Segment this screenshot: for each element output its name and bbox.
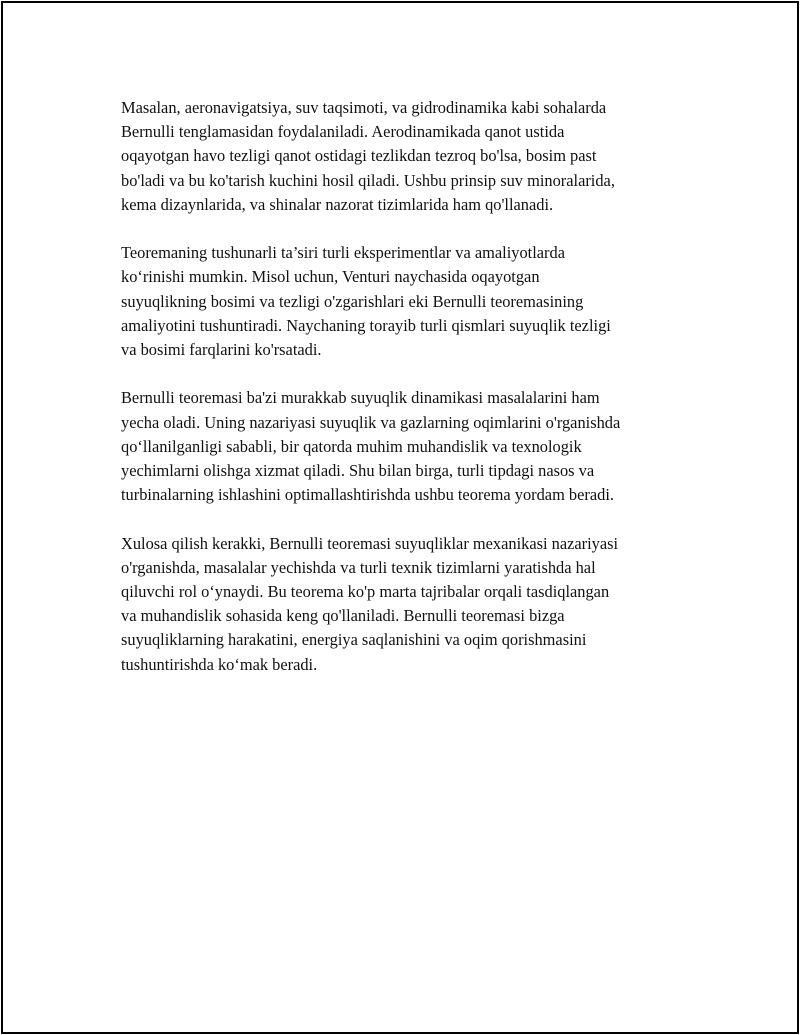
paragraph-2 bbox=[121, 241, 701, 362]
text-line: turbinalarning ishlashini optimallashtirishda ushbu teorema yordam beradi. bbox=[121, 485, 614, 505]
text-line: va bosimi farqlarini ko'rsatadi. bbox=[121, 340, 322, 360]
text-line: qiluvchi rol o‘ynaydi. Bu teorema ko'p marta tajribalar orqali tasdiqlangan bbox=[121, 582, 610, 602]
text-line: Teoremaning tushunarli ta’siri turli eksperimentlar va amaliyotlarda bbox=[121, 243, 565, 263]
text-line: o'rganishda, masalalar yechishda va turli texnik tizimlarni yaratishda hal bbox=[121, 557, 596, 577]
text-line: suyuqliklarning harakatini, energiya saqlanishini va oqim qorishmasini bbox=[121, 630, 587, 650]
text-line: Masalan, aeronavigatsiya, suv taqsimoti, va gidrodinamika kabi sohalarda bbox=[121, 98, 607, 117]
text-line: suyuqlikning bosimi va tezligi o'zgarishlari eki Bernulli teoremasining bbox=[121, 291, 584, 311]
text-line: Xulosa qilish kerakki, Bernulli teoremasi suyuqliklar mexanikasi nazariyasi bbox=[121, 533, 619, 553]
text-line: yechimlarni olishga xizmat qiladi. Shu bilan birga, turli tipdagi nasos va bbox=[121, 461, 595, 481]
text-line: va muhandislik sohasida keng qo'llaniladi. Bernulli teoremasi bizga bbox=[121, 606, 565, 626]
text-line: bo'ladi va bu ko'tarish kuchini hosil qiladi. Ushbu prinsip suv minoralarida, bbox=[121, 170, 615, 190]
page-frame bbox=[1, 1, 799, 1034]
text-line: yecha oladi. Uning nazariyasi suyuqlik va gazlarning oqimlarini o'rganishda bbox=[121, 412, 621, 432]
paragraph-3 bbox=[121, 386, 701, 507]
text-line: amaliyotini tushuntiradi. Naychaning torayib turli qismlari suyuqlik tezligi bbox=[121, 315, 611, 335]
paragraph-4 bbox=[121, 532, 701, 677]
text-line: Bernulli tenglamasidan foydalaniladi. Aerodinamikada qanot ustida bbox=[121, 122, 565, 142]
text-line: oqayotgan havo tezligi qanot ostidagi tezlikdan tezroq bo'lsa, bosim past bbox=[121, 146, 597, 166]
text-line: tushuntirishda ko‘mak beradi. bbox=[121, 654, 318, 674]
text-line: kema dizaynlarida, va shinalar nazorat tizimlarida ham qo'llanadi. bbox=[121, 194, 554, 214]
text-line: ko‘rinishi mumkin. Misol uchun, Venturi naychasida oqayotgan bbox=[121, 267, 540, 287]
text-line: Bernulli teoremasi ba'zi murakkab suyuqlik dinamikasi masalalarini ham bbox=[121, 388, 600, 408]
paragraph-1 bbox=[121, 96, 701, 217]
text-line: qo‘llanilganligi sababli, bir qatorda muhim muhandislik va texnologik bbox=[121, 436, 582, 456]
document-body bbox=[121, 96, 701, 701]
